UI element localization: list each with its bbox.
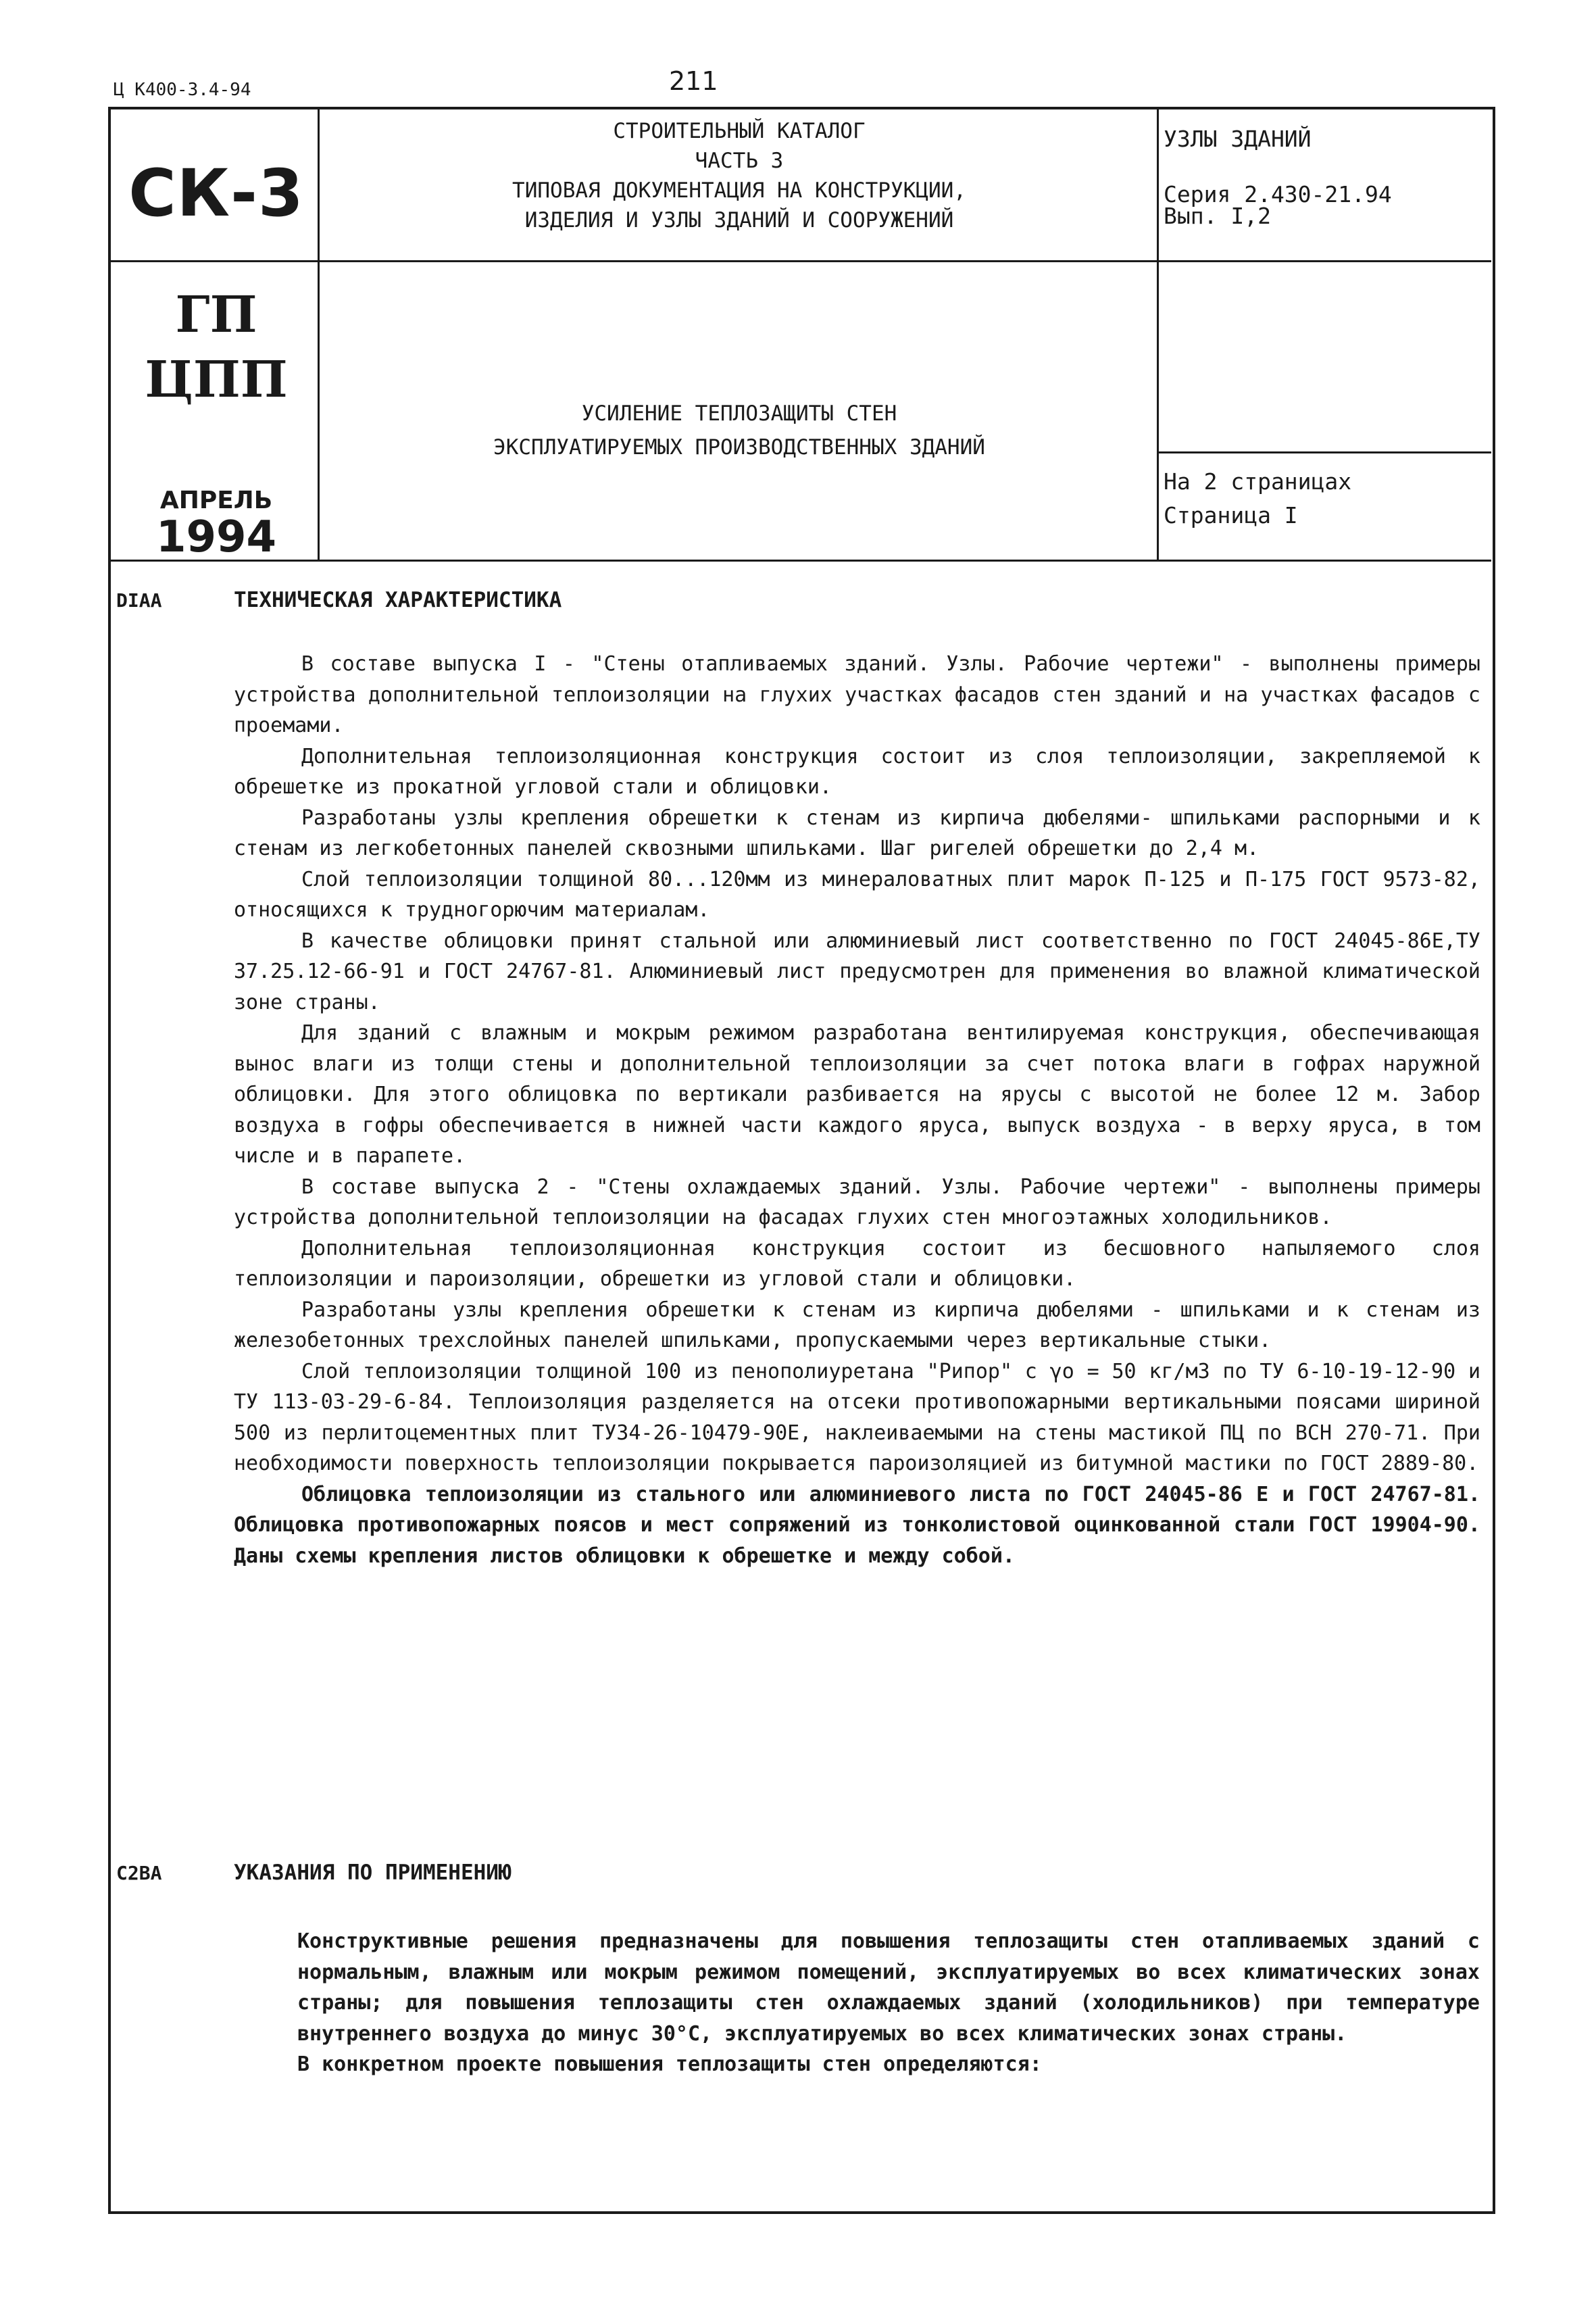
subject-line: ЭКСПЛУАТИРУЕМЫХ ПРОИЗВОДСТВЕННЫХ ЗДАНИЙ — [493, 435, 985, 460]
pages-total: На 2 страницах — [1164, 468, 1352, 495]
section-title-technical: ТЕХНИЧЕСКАЯ ХАРАКТЕРИСТИКА — [234, 588, 562, 612]
application-guidance-text — [297, 1926, 1480, 2080]
page-current: Страница I — [1164, 502, 1298, 528]
catalog-line: СТРОИТЕЛЬНЫЙ КАТАЛОГ — [613, 119, 866, 143]
catalog-line: ЧАСТЬ 3 — [695, 149, 784, 173]
paragraph: В составе выпуска 2 - "Стены охлаждаемых зданий. Узлы. Рабочие чертежи" - выполнены примеры устройства дополнительной теплоизоляции на фасадах глухих стен многоэтажных холодильников. — [234, 1175, 1480, 1229]
title-block-divider-right — [1157, 108, 1159, 561]
issue-month: АПРЕЛЬ — [159, 487, 273, 514]
organization-line-1: ГП — [175, 286, 257, 344]
document-code: Ц К400-3.4-94 — [114, 80, 251, 100]
subject-line: УСИЛЕНИЕ ТЕПЛОЗАЩИТЫ СТЕН — [581, 401, 897, 426]
issue-number: Вып. I,2 — [1164, 203, 1271, 229]
organization-line-2: ЦПП — [145, 351, 288, 409]
paragraph: Слой теплоизоляции толщиной 80...120мм из минераловатных плит марок П-125 и П-175 ГОСТ 9573-82, относящихся к трудногорючим материалам. — [234, 867, 1480, 922]
issue-year: 1994 — [155, 512, 277, 562]
title-block-divider-pages — [1157, 451, 1491, 453]
paragraph: Разработаны узлы крепления обрешетки к стенам из кирпича дюбелями- шпильками распорными и к стенам из легкобетонных панелей сквозными шпильками. Шаг ригелей обрешетки до 2,4 м. — [234, 806, 1480, 860]
series-info — [1164, 125, 1392, 230]
catalog-line: ТИПОВАЯ ДОКУМЕНТАЦИЯ НА КОНСТРУКЦИИ, — [512, 178, 966, 203]
title-block-divider-row — [109, 260, 1491, 262]
technical-description-text — [234, 649, 1480, 1571]
paragraph: Конструктивные решения предназначены для повышения теплозащиты стен отапливаемых зданий с нормальным, влажным или мокрым режимом помещений, эксплуатируемых во всех климатических зонах страны; для повышения теплозащиты стен охлаждаемых зданий (холодильников) при температуре внутреннего воздуха до минус 30°С, эксплуатируемых во всех климатических зонах страны. — [297, 1929, 1480, 2046]
section-code-application: C2BA — [116, 1862, 162, 1884]
paragraph: В составе выпуска I - "Стены отапливаемых зданий. Узлы. Рабочие чертежи" - выполнены примеры устройства дополнительной теплоизоляции на глухих участках фасадов стен зданий и на участках фасадов с проемами. — [234, 652, 1480, 737]
paragraph: Дополнительная теплоизоляционная конструкция состоит из слоя теплоизоляции, закрепляемой к обрешетке из прокатной угловой стали и облицовки. — [234, 744, 1480, 799]
paragraph: Дополнительная теплоизоляционная конструкция состоит из бесшовного напыляемого слоя теплоизоляции и пароизоляции, обрешетки из угловой стали и облицовки. — [234, 1236, 1480, 1291]
organization-name — [111, 282, 321, 412]
catalog-title — [323, 116, 1155, 235]
paragraph: В конкретном проекте повышения теплозащиты стен определяются: — [297, 2052, 1042, 2076]
paragraph: Облицовка теплоизоляции из стального или алюминиевого листа по ГОСТ 24045-86 Е и ГОСТ 24767-81. Облицовка противопожарных поясов и мест сопряжений из тонколистовой оцинкованной стали ГОСТ 19904-90. Даны схемы крепления листов облицовки к обрешетке и между собой. — [234, 1482, 1480, 1568]
section-name: УЗЛЫ ЗДАНИЙ — [1164, 126, 1312, 152]
section-code-technical: DIAA — [116, 589, 162, 612]
page-number: 211 — [669, 66, 718, 96]
catalog-line: ИЗДЕЛИЯ И УЗЛЫ ЗДАНИЙ И СООРУЖЕНИЙ — [524, 208, 954, 232]
series-number: Серия 2.430-21.94 — [1164, 181, 1392, 207]
paragraph: Для зданий с влажным и мокрым режимом разработана вентилируемая конструкция, обеспечивающая вынос влаги из толщи стены и дополнительной теплоизоляции за счет потока влаги в гофрах наружной облицовки. Для этого облицовка по вертикали разбивается на ярусы с высотой не более 12 м. Забор воздуха в гофры обеспечивается в нижней части каждого яруса, выпуск воздуха - в верху яруса, в том числе и в парапете. — [234, 1021, 1480, 1168]
paragraph: Слой теплоизоляции толщиной 100 из пенополиуретана "Рипор" с γo = 50 кг/м3 по ТУ 6-10-19-12-90 и ТУ 113-03-29-6-84. Теплоизоляция разделяется на отсеки противопожарными вертикальными поясами шириной 500 из перлитоцементных плит ТУ34-26-10479-90Е, наклеиваемыми на стены мастикой ПЦ по ВСН 270-71. При необходимости поверхность теплоизоляции покрывается пароизоляцией из битумной мастики по ГОСТ 2889-80. — [234, 1359, 1480, 1475]
catalog-brand: СК-3 — [128, 155, 304, 231]
paragraph: В качестве облицовки принят стальной или алюминиевый лист соответственно по ГОСТ 24045-86Е,ТУ 37.25.12-66-91 и ГОСТ 24767-81. Алюминиевый лист предусмотрен для применения во влажной климатической зоне страны. — [234, 929, 1480, 1014]
section-title-application: УКАЗАНИЯ ПО ПРИМЕНЕНИЮ — [234, 1861, 512, 1885]
pages-info — [1164, 465, 1351, 533]
paragraph: Разработаны узлы крепления обрешетки к стенам из кирпича дюбелями - шпильками и к стенам из железобетонных трехслойных панелей шпильками, пропускаемыми через вертикальные стыки. — [234, 1298, 1480, 1352]
document-subject — [323, 397, 1155, 464]
